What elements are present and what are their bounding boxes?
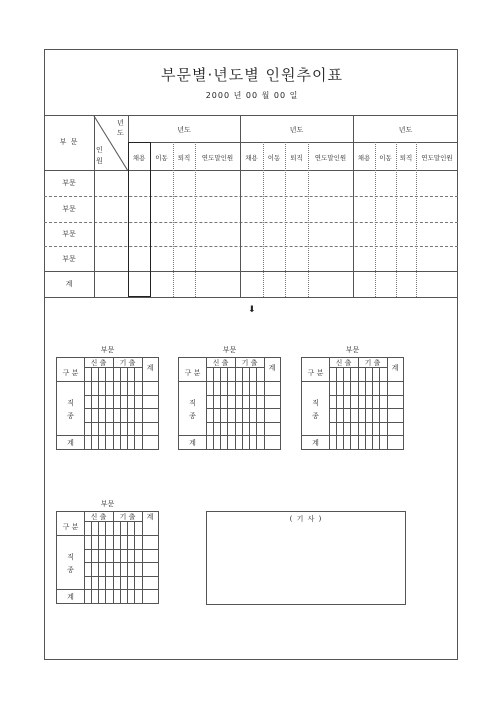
down-arrow-icon: ⬇: [248, 305, 256, 315]
body-row-line: [329, 408, 403, 409]
gubun-label: 구 분: [62, 369, 79, 377]
sub-col-label: 채용: [357, 154, 371, 162]
col-total-label: 계: [146, 513, 154, 521]
col-total-label: 계: [391, 364, 399, 372]
sub-col-label: 연도말인원: [421, 154, 453, 162]
gubun-label: 구 분: [184, 369, 201, 377]
header-bottom: [179, 381, 280, 382]
diag-bottom-char-2: 원: [96, 157, 103, 165]
jikjong-char-1: 직: [67, 553, 74, 561]
header-bottom: [57, 535, 158, 536]
sub-col-line: [416, 142, 417, 297]
year-subheader-line: [128, 142, 458, 143]
jikjong-char-2: 종: [67, 566, 74, 574]
diag-top-char-1: 년: [117, 119, 124, 127]
sub-col-label: 이동: [155, 154, 168, 162]
sub-col-label: 채용: [245, 154, 258, 162]
gubun-label: 구 분: [307, 369, 324, 377]
dept-header: 부 문: [59, 138, 79, 146]
sub-col-label: 퇴직: [177, 154, 191, 162]
main-bottom-line: [44, 297, 458, 298]
jikjong-char-2: 종: [312, 412, 319, 420]
summary-table: [178, 357, 281, 450]
body-row-line: [84, 562, 158, 563]
jikjong-char-2: 종: [67, 412, 74, 420]
sub-col-line: [308, 142, 309, 297]
year-label: 년도: [398, 126, 413, 134]
header-bottom: [57, 381, 158, 382]
remark-box: [206, 511, 406, 605]
header-bottom: [302, 381, 403, 382]
sub-col-line: [396, 142, 397, 297]
sub-col-label: 연도말인원: [314, 154, 347, 162]
sub-col-label: 채용: [132, 154, 146, 162]
row-label: 부문: [62, 205, 76, 213]
col-in-label: 신 출: [212, 359, 229, 367]
row-label: 계: [65, 280, 73, 288]
sub-col-label: 퇴직: [399, 154, 413, 162]
body-row-line: [84, 422, 158, 423]
summary-table-title: 부문: [100, 500, 115, 508]
body-row-line: [206, 408, 280, 409]
body-row-line: [206, 422, 280, 423]
jikjong-char-1: 직: [189, 399, 196, 407]
sub-col-label: 퇴직: [290, 154, 303, 162]
row-label: 부문: [62, 179, 76, 187]
body-row-line: [84, 395, 158, 396]
summary-table-title: 부문: [345, 346, 360, 354]
total-line: [57, 435, 158, 436]
col-out-label: 기 출: [241, 359, 258, 367]
dept-col-line: [94, 115, 95, 297]
year-group-line: [353, 115, 354, 297]
total-row-label: 계: [189, 439, 196, 447]
summary-table: [301, 357, 404, 450]
year-label: 년도: [177, 126, 191, 134]
year-group-line: [240, 115, 241, 297]
jikjong-char-1: 직: [67, 399, 74, 407]
summary-table-title: 부문: [222, 346, 237, 354]
summary-table: [56, 511, 159, 604]
body-row-line: [206, 395, 280, 396]
jikjong-char-2: 종: [189, 412, 196, 420]
remark-label: ( 기 사 ): [289, 515, 323, 523]
sub-col-line: [263, 142, 264, 297]
body-row-line: [329, 422, 403, 423]
col-out-label: 기 출: [364, 359, 381, 367]
total-line: [179, 435, 280, 436]
summary-table-title: 부문: [100, 346, 115, 354]
col-total-label: 계: [146, 364, 154, 372]
body-row-line: [84, 576, 158, 577]
sub-col-label: 연도말인원: [201, 154, 234, 162]
body-row-line: [84, 408, 158, 409]
row-label: 부문: [62, 254, 76, 263]
sub-col-line: [375, 142, 376, 297]
col-in-label: 신 출: [335, 359, 352, 367]
date-line: 2000 년 00 월 00 일: [205, 91, 299, 100]
total-row-label: 계: [312, 439, 319, 447]
body-row-line: [84, 549, 158, 550]
sub-col-line: [285, 142, 286, 297]
summary-table: [56, 357, 159, 450]
total-row-label: 계: [67, 593, 74, 601]
body-row-line: [329, 395, 403, 396]
year-label: 년도: [289, 126, 304, 134]
total-line: [302, 435, 403, 436]
gubun-label: 구 분: [62, 523, 79, 531]
sub-col-line: [195, 142, 196, 297]
sub-col-label: 이동: [379, 154, 392, 162]
diag-top-char-2: 도: [117, 129, 124, 137]
sub-col-line: [173, 142, 174, 297]
page-title: 부문별·년도별 인원추이표: [161, 66, 343, 84]
col-in-label: 신 출: [90, 359, 107, 367]
sub-col-label: 이동: [267, 154, 281, 162]
col-out-label: 기 출: [119, 359, 136, 367]
total-line: [57, 589, 158, 590]
diag-bottom-char-1: 인: [96, 146, 103, 154]
row-label: 부문: [62, 230, 76, 238]
jikjong-char-1: 직: [312, 399, 319, 407]
total-row-label: 계: [67, 439, 74, 447]
col-out-label: 기 출: [119, 513, 136, 521]
highlight-column-box: [128, 142, 151, 297]
col-total-label: 계: [268, 364, 276, 372]
main-top-line: [44, 115, 458, 116]
col-in-label: 신 출: [90, 513, 107, 521]
